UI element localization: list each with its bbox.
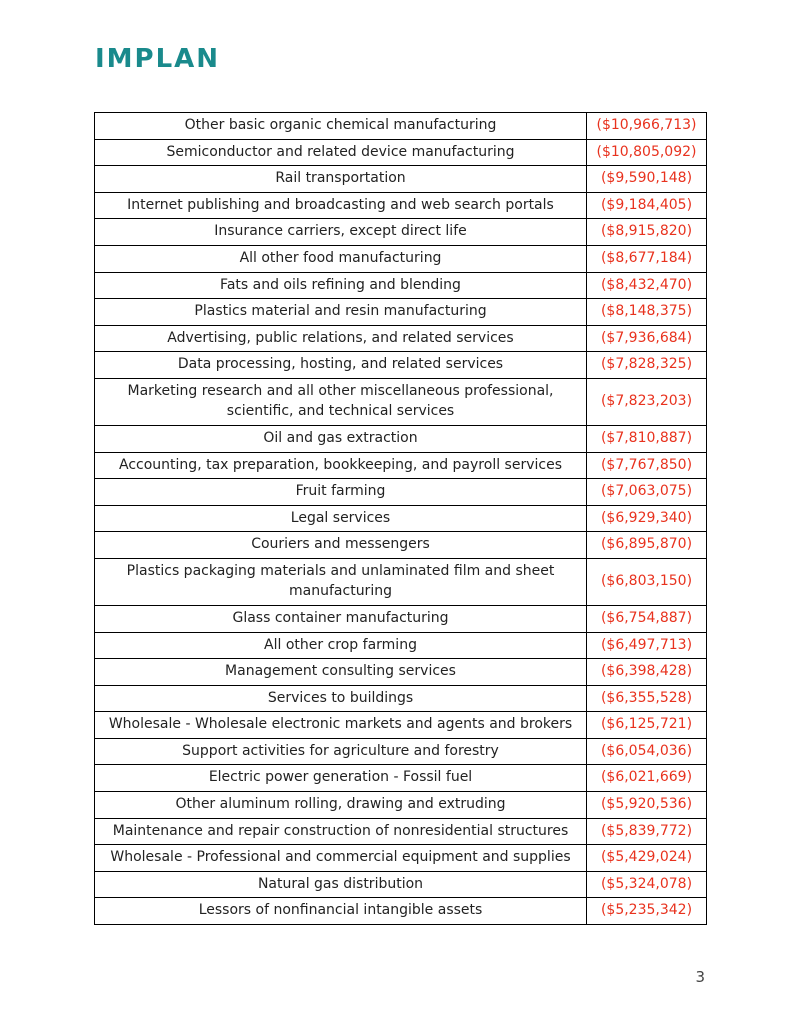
- industry-cell: Natural gas distribution: [95, 871, 587, 898]
- value-cell: ($6,398,428): [587, 659, 707, 686]
- table-row: [95, 871, 707, 898]
- value-cell: ($8,915,820): [587, 219, 707, 246]
- table-row: [95, 558, 707, 605]
- value-cell: ($8,148,375): [587, 299, 707, 326]
- industry-cell: Electric power generation - Fossil fuel: [95, 765, 587, 792]
- value-cell: ($8,432,470): [587, 272, 707, 299]
- table-row: [95, 685, 707, 712]
- value-cell: ($10,805,092): [587, 139, 707, 166]
- industry-cell: Marketing research and all other miscellaneous professional, scientific, and technical services: [95, 378, 587, 425]
- table-row: [95, 479, 707, 506]
- table-row: [95, 245, 707, 272]
- table-row: [95, 378, 707, 425]
- value-cell: ($5,920,536): [587, 792, 707, 819]
- industry-cell: Other basic organic chemical manufacturing: [95, 113, 587, 140]
- value-cell: ($5,235,342): [587, 898, 707, 925]
- value-cell: ($6,054,036): [587, 738, 707, 765]
- table-row: [95, 765, 707, 792]
- industry-cell: Fruit farming: [95, 479, 587, 506]
- industry-cell: Support activities for agriculture and forestry: [95, 738, 587, 765]
- table-row: [95, 352, 707, 379]
- value-cell: ($5,429,024): [587, 845, 707, 872]
- industry-cell: Rail transportation: [95, 166, 587, 193]
- table-row: [95, 632, 707, 659]
- value-cell: ($9,590,148): [587, 166, 707, 193]
- value-cell: ($10,966,713): [587, 113, 707, 140]
- value-cell: ($6,125,721): [587, 712, 707, 739]
- industry-cell: Accounting, tax preparation, bookkeeping, and payroll services: [95, 452, 587, 479]
- table-row: [95, 166, 707, 193]
- industry-cell: Wholesale - Wholesale electronic markets and agents and brokers: [95, 712, 587, 739]
- industry-cell: Legal services: [95, 505, 587, 532]
- page-number: 3: [695, 968, 705, 986]
- table-row: [95, 113, 707, 140]
- value-cell: ($6,355,528): [587, 685, 707, 712]
- table-row: [95, 192, 707, 219]
- value-cell: ($7,810,887): [587, 425, 707, 452]
- industry-cell: Plastics material and resin manufacturing: [95, 299, 587, 326]
- table-row: [95, 712, 707, 739]
- value-cell: ($5,324,078): [587, 871, 707, 898]
- industry-cell: Semiconductor and related device manufacturing: [95, 139, 587, 166]
- industry-cell: Internet publishing and broadcasting and web search portals: [95, 192, 587, 219]
- value-cell: ($6,497,713): [587, 632, 707, 659]
- industry-cell: Management consulting services: [95, 659, 587, 686]
- industry-cell: Oil and gas extraction: [95, 425, 587, 452]
- table-row: [95, 219, 707, 246]
- table-row: [95, 818, 707, 845]
- table-row: [95, 139, 707, 166]
- value-cell: ($6,803,150): [587, 558, 707, 605]
- industry-cell: Maintenance and repair construction of nonresidential structures: [95, 818, 587, 845]
- value-cell: ($6,895,870): [587, 532, 707, 559]
- industry-impact-table: [94, 112, 707, 925]
- industry-cell: Wholesale - Professional and commercial equipment and supplies: [95, 845, 587, 872]
- industry-cell: Couriers and messengers: [95, 532, 587, 559]
- table-row: [95, 425, 707, 452]
- industry-cell: Insurance carriers, except direct life: [95, 219, 587, 246]
- value-cell: ($7,936,684): [587, 325, 707, 352]
- table-row: [95, 532, 707, 559]
- value-cell: ($7,828,325): [587, 352, 707, 379]
- value-cell: ($8,677,184): [587, 245, 707, 272]
- industry-cell: Lessors of nonfinancial intangible assets: [95, 898, 587, 925]
- table-row: [95, 605, 707, 632]
- table-row: [95, 272, 707, 299]
- value-cell: ($5,839,772): [587, 818, 707, 845]
- industry-cell: Advertising, public relations, and related services: [95, 325, 587, 352]
- value-cell: ($7,063,075): [587, 479, 707, 506]
- value-cell: ($7,823,203): [587, 378, 707, 425]
- industry-cell: Plastics packaging materials and unlaminated film and sheet manufacturing: [95, 558, 587, 605]
- industry-cell: Data processing, hosting, and related services: [95, 352, 587, 379]
- industry-cell: Services to buildings: [95, 685, 587, 712]
- value-cell: ($6,929,340): [587, 505, 707, 532]
- value-cell: ($9,184,405): [587, 192, 707, 219]
- table-row: [95, 505, 707, 532]
- value-cell: ($6,754,887): [587, 605, 707, 632]
- table-row: [95, 898, 707, 925]
- implan-logo: IMPLAN: [95, 44, 221, 74]
- industry-cell: All other food manufacturing: [95, 245, 587, 272]
- table-row: [95, 325, 707, 352]
- table-row: [95, 299, 707, 326]
- industry-cell: Other aluminum rolling, drawing and extruding: [95, 792, 587, 819]
- table-row: [95, 792, 707, 819]
- table-row: [95, 659, 707, 686]
- value-cell: ($6,021,669): [587, 765, 707, 792]
- table-row: [95, 845, 707, 872]
- industry-cell: Glass container manufacturing: [95, 605, 587, 632]
- industry-cell: All other crop farming: [95, 632, 587, 659]
- industry-cell: Fats and oils refining and blending: [95, 272, 587, 299]
- table-row: [95, 738, 707, 765]
- value-cell: ($7,767,850): [587, 452, 707, 479]
- table-row: [95, 452, 707, 479]
